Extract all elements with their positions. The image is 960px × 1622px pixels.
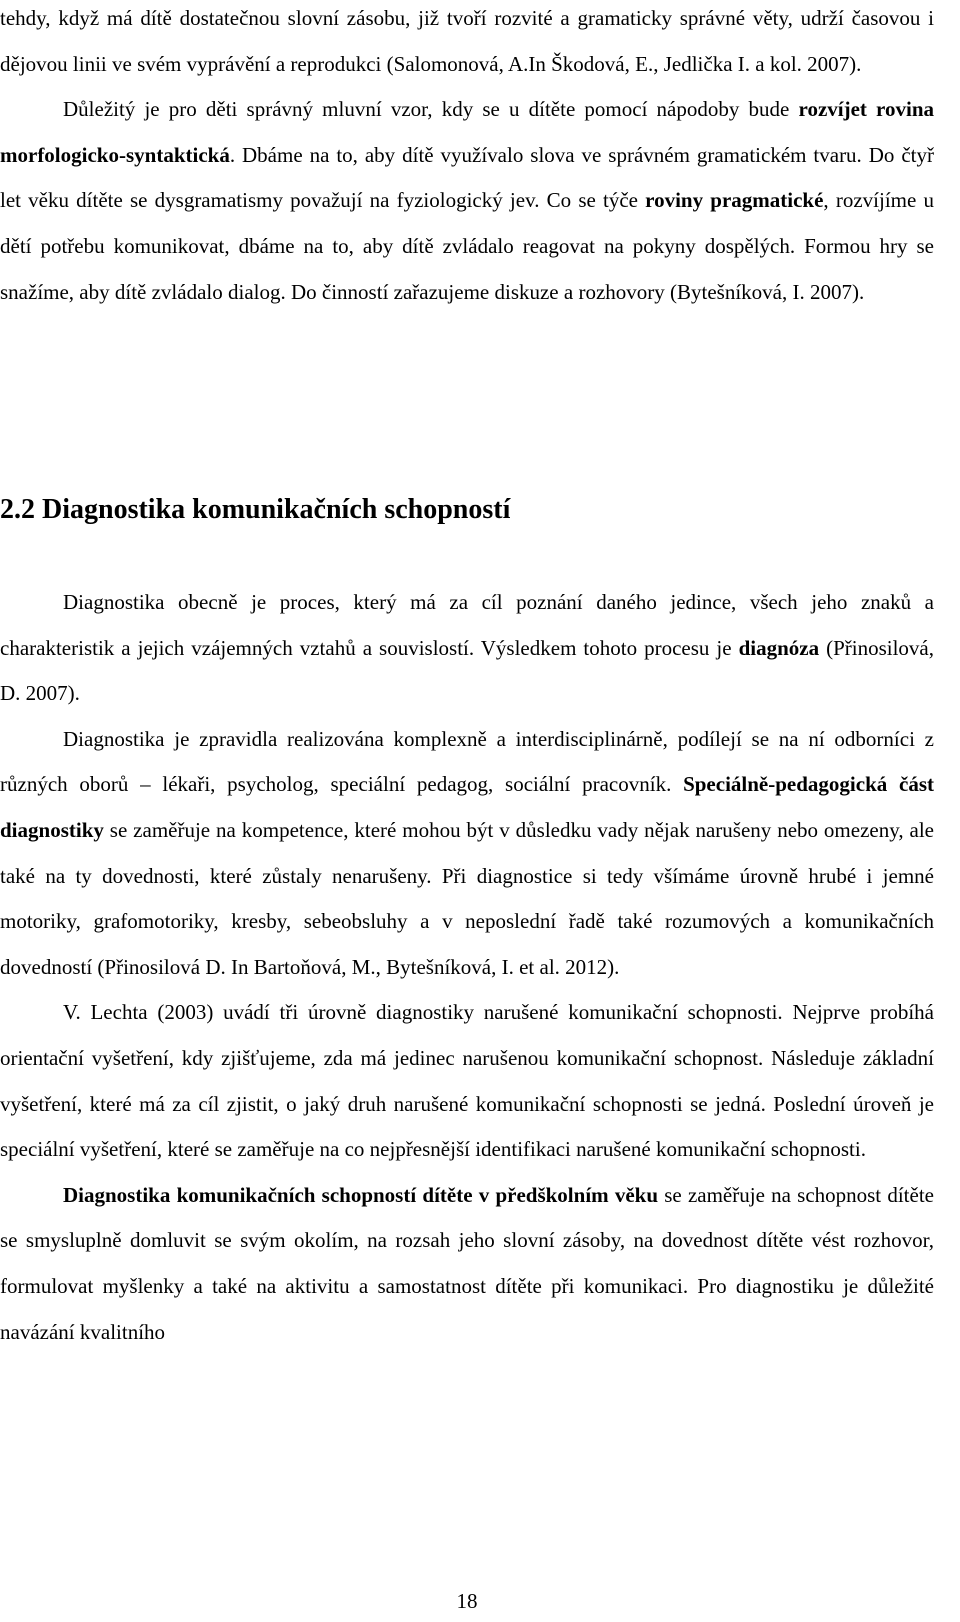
text-run: , rozvíjíme u dětí potřebu komunikovat, dbáme na to, aby dítě zvládalo reagovat na pokyny dospělých. Formou hry se snažíme, aby dítě zvládalo dialog. Do činností zařazujeme diskuze a rozhovory (Bytešníková, I. 2007). [0, 188, 934, 304]
text-run: Důležitý je pro děti správný mluvní vzor, kdy se u dítěte pomocí nápodoby bude [63, 97, 799, 122]
intro-text-block [0, 0, 934, 315]
bold-term: roviny pragmatické [645, 188, 824, 213]
page-number: 18 [456, 1589, 478, 1613]
section-heading: 2.2 Diagnostika komunikačních schopností [0, 494, 511, 525]
paragraph-4 [0, 1173, 934, 1355]
bold-term: Speciálně-pedagogická část diagnostiky [0, 772, 934, 842]
intro-paragraph-2 [0, 87, 934, 315]
text-run: se zaměřuje na kompetence, které mohou být v důsledku vady nějak narušeny nebo omezeny, ale také na ty dovednosti, které zůstaly nenarušeny. Při diagnostice si tedy všímáme úrovně hrubé i jemné motoriky, grafomotoriky, kresby, sebeobsluhy a v neposlední řadě také rozumových a komunikačních dovedností (Přinosilová D. In Bartoňová, M., Bytešníková, I. et al. 2012). [0, 817, 934, 979]
intro-paragraph-1: tehdy, když má dítě dostatečnou slovní zásobu, již tvoří rozvité a gramaticky správné věty, udrží časovou i dějovou linii ve svém vyprávění a reprodukci (Salomonová, A.In Škodová, E., Jedlička I. a kol. 2007). [0, 6, 934, 76]
bold-term: diagnóza [738, 635, 820, 660]
paragraph-1 [0, 580, 934, 717]
text-run: Diagnostika je zpravidla realizována komplexně a interdisciplinárně, podílejí se na ní odborníci z různých oborů – lékaři, psycholog, speciální pedagog, sociální pracovník. [0, 726, 934, 797]
bold-term: Diagnostika komunikačních schopností dítěte v předškolním věku [63, 1182, 659, 1207]
paragraph-3: V. Lechta (2003) uvádí tři úrovně diagnostiky narušené komunikační schopnosti. Nejprve probíhá orientační vyšetření, kdy zjišťujeme, zda má jedinec narušenou komunikační schopnost. Následuje základní vyšetření, které má za cíl zjistit, o jaký druh narušené komunikační schopnosti se jedná. Poslední úroveň je speciální vyšetření, které se zaměřuje na co nejpřesnější identifikaci narušené komunikační schopnosti. [0, 1000, 934, 1162]
text-run: (Přinosilová, D. 2007). [0, 635, 934, 706]
paragraph-2 [0, 717, 934, 991]
section-body [0, 580, 934, 1355]
text-run: se zaměřuje na schopnost dítěte se smysluplně domluvit se svým okolím, na rozsah jeho slovní zásoby, na dovednost dítěte vést rozhovor, formulovat myšlenky a také na aktivitu a samostatnost dítěte při komunikaci. Pro diagnostiku je důležité navázání kvalitního [0, 1182, 934, 1344]
text-run: Diagnostika obecně je proces, který má za cíl poznání daného jedince, všech jeho znaků a charakteristik a jejich vzájemných vztahů a souvislostí. Výsledkem tohoto procesu je [0, 590, 934, 660]
text-run: . Dbáme na to, aby dítě využívalo slova ve správném gramatickém tvaru. Do čtyř let věku dítěte se dysgramatismy považují na fyziologický jev. Co se týče [0, 142, 934, 213]
bold-term: rozvíjet rovina morfologicko-syntaktická [0, 97, 935, 167]
